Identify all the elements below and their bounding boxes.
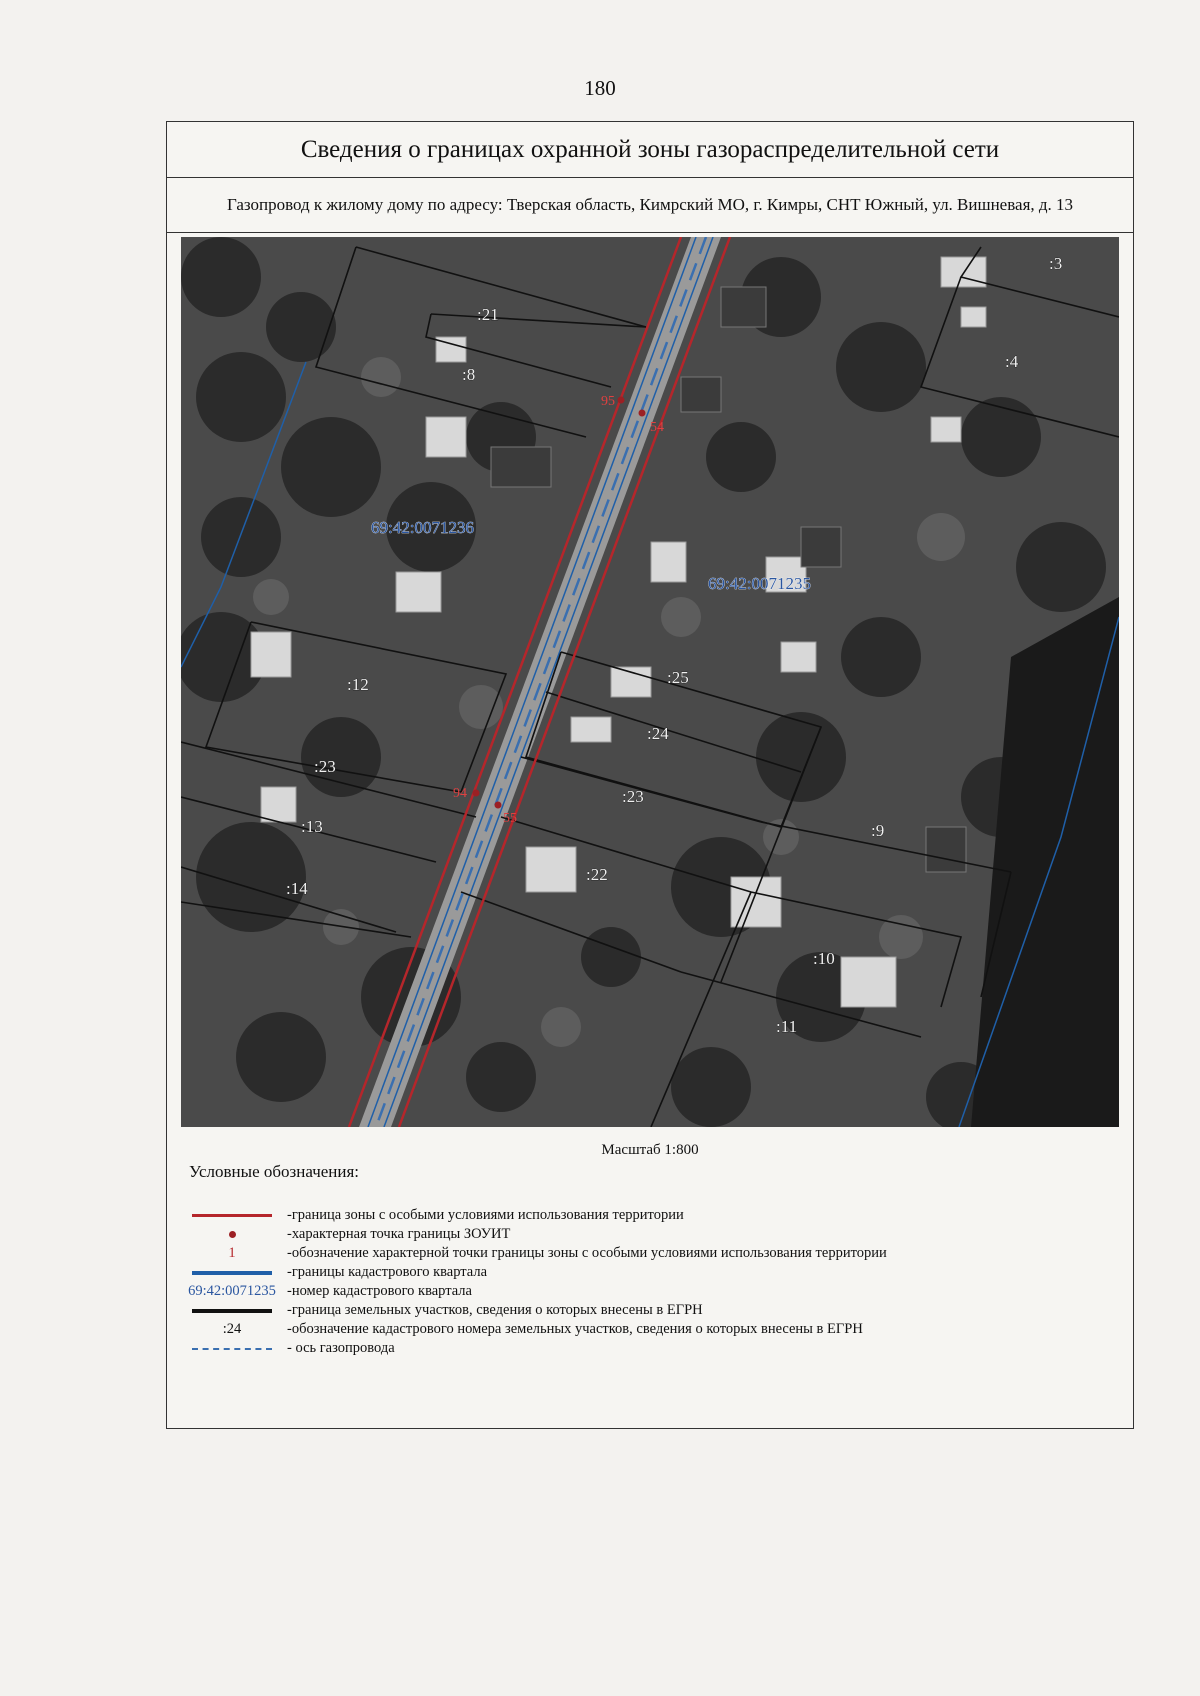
parcel-label: :25: [667, 668, 689, 687]
point-54[interactable]: [639, 410, 646, 417]
parcel-label: :22: [586, 865, 608, 884]
parcel-label: :23: [314, 757, 336, 776]
legend-item-quarter-boundary: [177, 1263, 1117, 1282]
legend-text: -обозначение характерной точки границы зоны с особыми условиями использования территории: [287, 1245, 887, 1261]
legend-symbol-text: :24: [222, 1321, 242, 1337]
quarter-label-0071235: 69:42:0071235: [708, 574, 811, 593]
point-label-94: 94: [453, 786, 467, 801]
parcel-label: :3: [1049, 254, 1063, 273]
parcel-label: :14: [286, 879, 308, 898]
point-label-54: 54: [650, 420, 664, 435]
legend-item-gas-axis: [177, 1339, 1117, 1358]
parcel-label: :9: [871, 821, 885, 840]
red-line-symbol: [192, 1214, 272, 1217]
legend-symbol-text: 1: [228, 1245, 236, 1261]
parcel-label: :13: [301, 817, 323, 836]
legend-symbol: [177, 1348, 287, 1350]
blue-line-symbol: [192, 1271, 272, 1275]
legend-symbol: [177, 1231, 287, 1238]
legend-text: -характерная точка границы ЗОУИТ: [287, 1226, 511, 1242]
black-line-symbol: [192, 1309, 272, 1313]
map-scale: Масштаб 1:800: [601, 1142, 699, 1158]
legend-title: Условные обозначения:: [189, 1162, 360, 1181]
parcel-label: :4: [1005, 352, 1019, 371]
legend-text: -обозначение кадастрового номера земельных участков, сведения о которых внесены в ЕГРН: [287, 1321, 863, 1337]
map-area[interactable]: [181, 237, 1119, 1127]
parcel-label: :11: [776, 1017, 798, 1036]
legend: [177, 1206, 1117, 1358]
dashed-line-symbol: [192, 1348, 272, 1350]
legend-symbol: [177, 1309, 287, 1313]
legend-item-quarter-number: [177, 1282, 1117, 1301]
document-subtitle: Газопровод к жилому дому по адресу: Тверская область, Кимрский МО, г. Кимры, СНТ Южный, ул. Вишневая, д. 13: [167, 178, 1133, 233]
point-55[interactable]: [495, 802, 502, 809]
map-svg: [181, 237, 1119, 1127]
legend-item-parcel-number: [177, 1320, 1117, 1339]
point-94[interactable]: [473, 790, 480, 797]
legend-symbol: [177, 1214, 287, 1217]
parcel-label: :21: [477, 305, 499, 324]
document-title: Сведения о границах охранной зоны газораспределительной сети: [167, 122, 1133, 178]
point-label-95: 95: [601, 394, 615, 409]
point-label-55: 55: [503, 811, 517, 826]
parcel-label: :8: [462, 365, 476, 384]
legend-text: -граница земельных участков, сведения о которых внесены в ЕГРН: [287, 1302, 703, 1318]
parcel-label: :24: [647, 724, 669, 743]
legend-item-parcel-boundary: [177, 1301, 1117, 1320]
legend-text: -границы кадастрового квартала: [287, 1264, 488, 1280]
red-dot-icon: [229, 1231, 236, 1238]
point-95[interactable]: [618, 397, 625, 404]
legend-symbol: [177, 1271, 287, 1275]
quarter-label-0071236: 69:42:0071236: [371, 518, 474, 537]
legend-item-characteristic-point: [177, 1225, 1117, 1244]
legend-item-zone-boundary: [177, 1206, 1117, 1225]
legend-symbol-text: 69:42:0071235: [188, 1283, 276, 1299]
parcel-label: :23: [622, 787, 644, 806]
legend-text: - ось газопровода: [287, 1340, 395, 1356]
legend-text: -номер кадастрового квартала: [287, 1283, 472, 1299]
parcel-label: :12: [347, 675, 369, 694]
document-frame: [166, 121, 1134, 1429]
parcel-label: :10: [813, 949, 835, 968]
legend-text: -граница зоны с особыми условиями использования территории: [287, 1207, 684, 1223]
legend-item-point-designation: [177, 1244, 1117, 1263]
page-number: 180: [584, 76, 616, 100]
